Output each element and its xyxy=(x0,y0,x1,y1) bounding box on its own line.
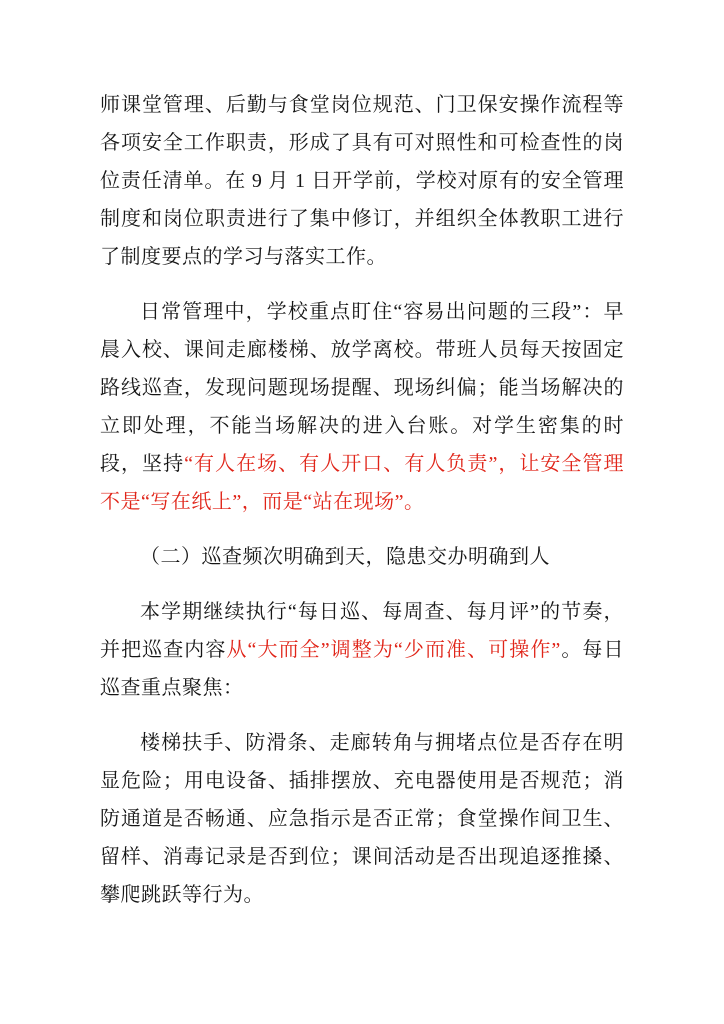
red-emphasis-run: 从“大而全”调整为“少而准、可操作” xyxy=(226,639,561,661)
section-heading xyxy=(100,538,624,576)
text-run: 楼梯扶手、防滑条、走廊转角与拥堵点位是否存在明显危险；用电设备、插排摆放、充电器使用是否规范；消防通道是否畅通、应急指示是否正常；食堂操作间卫生、留样、消毒记录是否到位；课间活动是否出现追逐推搡、攀爬跳跃等行为。 xyxy=(100,732,624,906)
paragraph-inspection-focus xyxy=(100,724,624,914)
paragraph-inspection-rhythm xyxy=(100,593,624,707)
text-run: 本学期继续执行“每日巡、每周查、每月评”的节奏，并把巡查内容 xyxy=(100,601,624,661)
heading-text: （二）巡查频次明确到天，隐患交办明确到人 xyxy=(140,546,550,568)
red-emphasis-run: “有人在场、有人开口、有人负责”，让安全管理不是“写在纸上”，而是“站在现场”。 xyxy=(100,453,624,513)
paragraph-continuation xyxy=(100,86,624,276)
text-run: 。每日巡查重点聚焦： xyxy=(100,639,625,699)
text-run: 日常管理中，学校重点盯住“容易出问题的三段”：早晨入校、课间走廊楼梯、放学离校。带班人员每天按固定路线巡查，发现问题现场提醒、现场纠偏；能当场解决的立即处理，不能当场解决的进入台账。对学生密集的时段，坚持 xyxy=(100,301,624,475)
paragraph-daily-management xyxy=(100,293,624,521)
text-run: 师课堂管理、后勤与食堂岗位规范、门卫保安操作流程等各项安全工作职责，形成了具有可对照性和可检查性的岗位责任清单。在 9 月 1 日开学前，学校对原有的安全管理制度和岗位职责进行了集中修订，并组织全体教职工进行了制度要点的学习与落实工作。 xyxy=(100,94,624,268)
